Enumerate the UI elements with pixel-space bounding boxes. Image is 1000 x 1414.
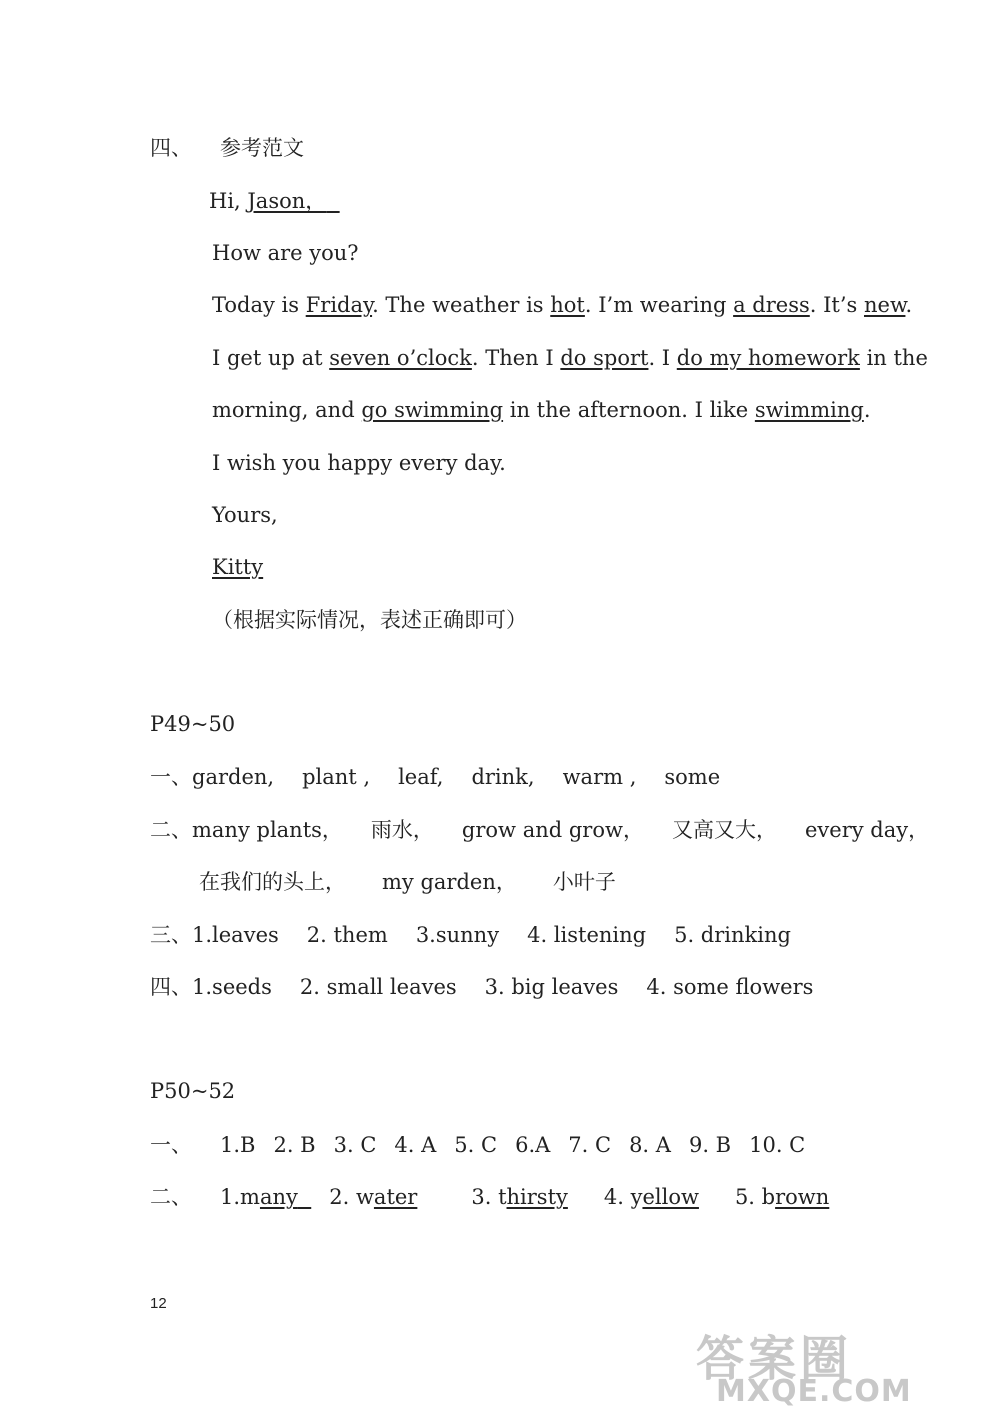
answer-item: 7. C xyxy=(568,1133,612,1157)
answer-item: leaf, xyxy=(398,765,444,789)
letter-para-2: I get up at seven o’clock. Then I do sport. I do my homework in the xyxy=(212,346,928,370)
watermark-logo xyxy=(696,1320,986,1410)
blank-activity-2: do my homework xyxy=(676,346,860,370)
blank-adjective: new xyxy=(864,293,906,317)
letter-how: How are you? xyxy=(212,241,359,265)
greeting-hi: Hi, xyxy=(209,189,248,213)
answer-item: warm , xyxy=(562,765,637,789)
answer-item: 小叶子 xyxy=(552,870,616,894)
answer-item: 5. C xyxy=(454,1133,498,1157)
answer-item: 10. C xyxy=(749,1133,806,1157)
letter-para-3: morning, and go swimming in the afternoon. I like swimming. xyxy=(212,398,871,422)
answer-item: some xyxy=(664,765,721,789)
answer-item: 2. water xyxy=(329,1185,418,1209)
answer-item: my garden， xyxy=(382,870,517,894)
answer-item: 4. some flowers xyxy=(646,975,814,999)
p50-q2: 二、 1.many 2. water 3. thirsty 4. yellow 5. brown xyxy=(150,1185,830,1209)
answer-item: 3.sunny xyxy=(415,923,500,947)
p50-q1: 一、 1.B 2. B 3. C 4. A 5. C 6.A 7. C 8. A 9. B 10. C xyxy=(150,1133,806,1157)
answer-item: 雨水， xyxy=(370,818,434,842)
p49-q2-row2 xyxy=(199,868,616,896)
section4-heading xyxy=(150,134,304,162)
page-label-p50: P50~52 xyxy=(150,1079,236,1103)
answer-note: （根据实际情况，表述正确即可） xyxy=(212,608,527,632)
heading-number: 四、 xyxy=(150,136,192,160)
answer-item: drink, xyxy=(471,765,535,789)
answer-item: 1.many xyxy=(220,1185,298,1209)
answer-item: grow and grow， xyxy=(461,818,644,842)
answer-item: 4. listening xyxy=(527,923,647,947)
page-label-p49: P49~50 xyxy=(150,712,236,736)
answer-item: 又高又大， xyxy=(671,818,777,842)
answer-item: 3. big leaves xyxy=(484,975,619,999)
watermark-top: 答案圈 xyxy=(696,1331,853,1387)
blank-activity-1: do sport xyxy=(560,346,649,370)
p49-q2-row1: 二、many plants， 雨水， grow and grow， 又高又大， every day， xyxy=(150,818,930,842)
answer-item: 1.seeds xyxy=(192,975,272,999)
p49-q1: 一、garden, plant , leaf, drink, warm , some xyxy=(150,765,721,789)
heading-title: 参考范文 xyxy=(220,136,304,160)
blank-time: seven o’clock xyxy=(329,346,472,370)
answer-item: many plants， xyxy=(192,818,343,842)
answer-item: 3. thirsty xyxy=(471,1185,568,1209)
answer-item: garden, xyxy=(192,765,275,789)
answer-item: 2. them xyxy=(306,923,388,947)
answer-item: 6.A xyxy=(515,1133,551,1157)
answer-item: 1.B xyxy=(220,1133,256,1157)
blank-day: Friday xyxy=(305,293,373,317)
answer-item: 2. small leaves xyxy=(299,975,457,999)
answer-item: 1.leaves xyxy=(192,923,279,947)
answer-item: 4. yellow xyxy=(603,1185,699,1209)
answer-item: 5. brown xyxy=(734,1185,830,1209)
blank-activity-3: go swimming xyxy=(361,398,504,422)
answer-item: 8. A xyxy=(629,1133,671,1157)
watermark-url: MXQE.COM xyxy=(716,1374,912,1409)
letter-para-1: Today is Friday. The weather is hot. I’m wearing a dress. It’s new. xyxy=(212,293,913,317)
p49-q3: 三、1.leaves 2. them 3.sunny 4. listening 5. drinking xyxy=(150,923,791,947)
p49-q4: 四、1.seeds 2. small leaves 3. big leaves 4. some flowers xyxy=(150,975,814,999)
answer-item: 在我们的头上， xyxy=(199,870,346,894)
answer-item: 9. B xyxy=(688,1133,732,1157)
blank-weather: hot xyxy=(550,293,585,317)
letter-signature xyxy=(212,553,263,581)
answer-item: 5. drinking xyxy=(674,923,791,947)
signature-name: Kitty xyxy=(212,555,264,579)
answer-item: 3. C xyxy=(333,1133,377,1157)
letter-greeting xyxy=(209,187,340,215)
answer-item: 4. A xyxy=(394,1133,437,1157)
blank-clothes: a dress xyxy=(733,293,810,317)
answer-item: every day， xyxy=(804,818,930,842)
blank-like: swimming xyxy=(754,398,864,422)
letter-yours: Yours, xyxy=(212,503,278,527)
greeting-name: Jason， xyxy=(247,189,327,213)
answer-item: plant , xyxy=(302,765,371,789)
page-number: 12 xyxy=(150,1295,167,1312)
answer-item: 2. B xyxy=(273,1133,316,1157)
letter-wish: I wish you happy every day. xyxy=(212,451,506,475)
